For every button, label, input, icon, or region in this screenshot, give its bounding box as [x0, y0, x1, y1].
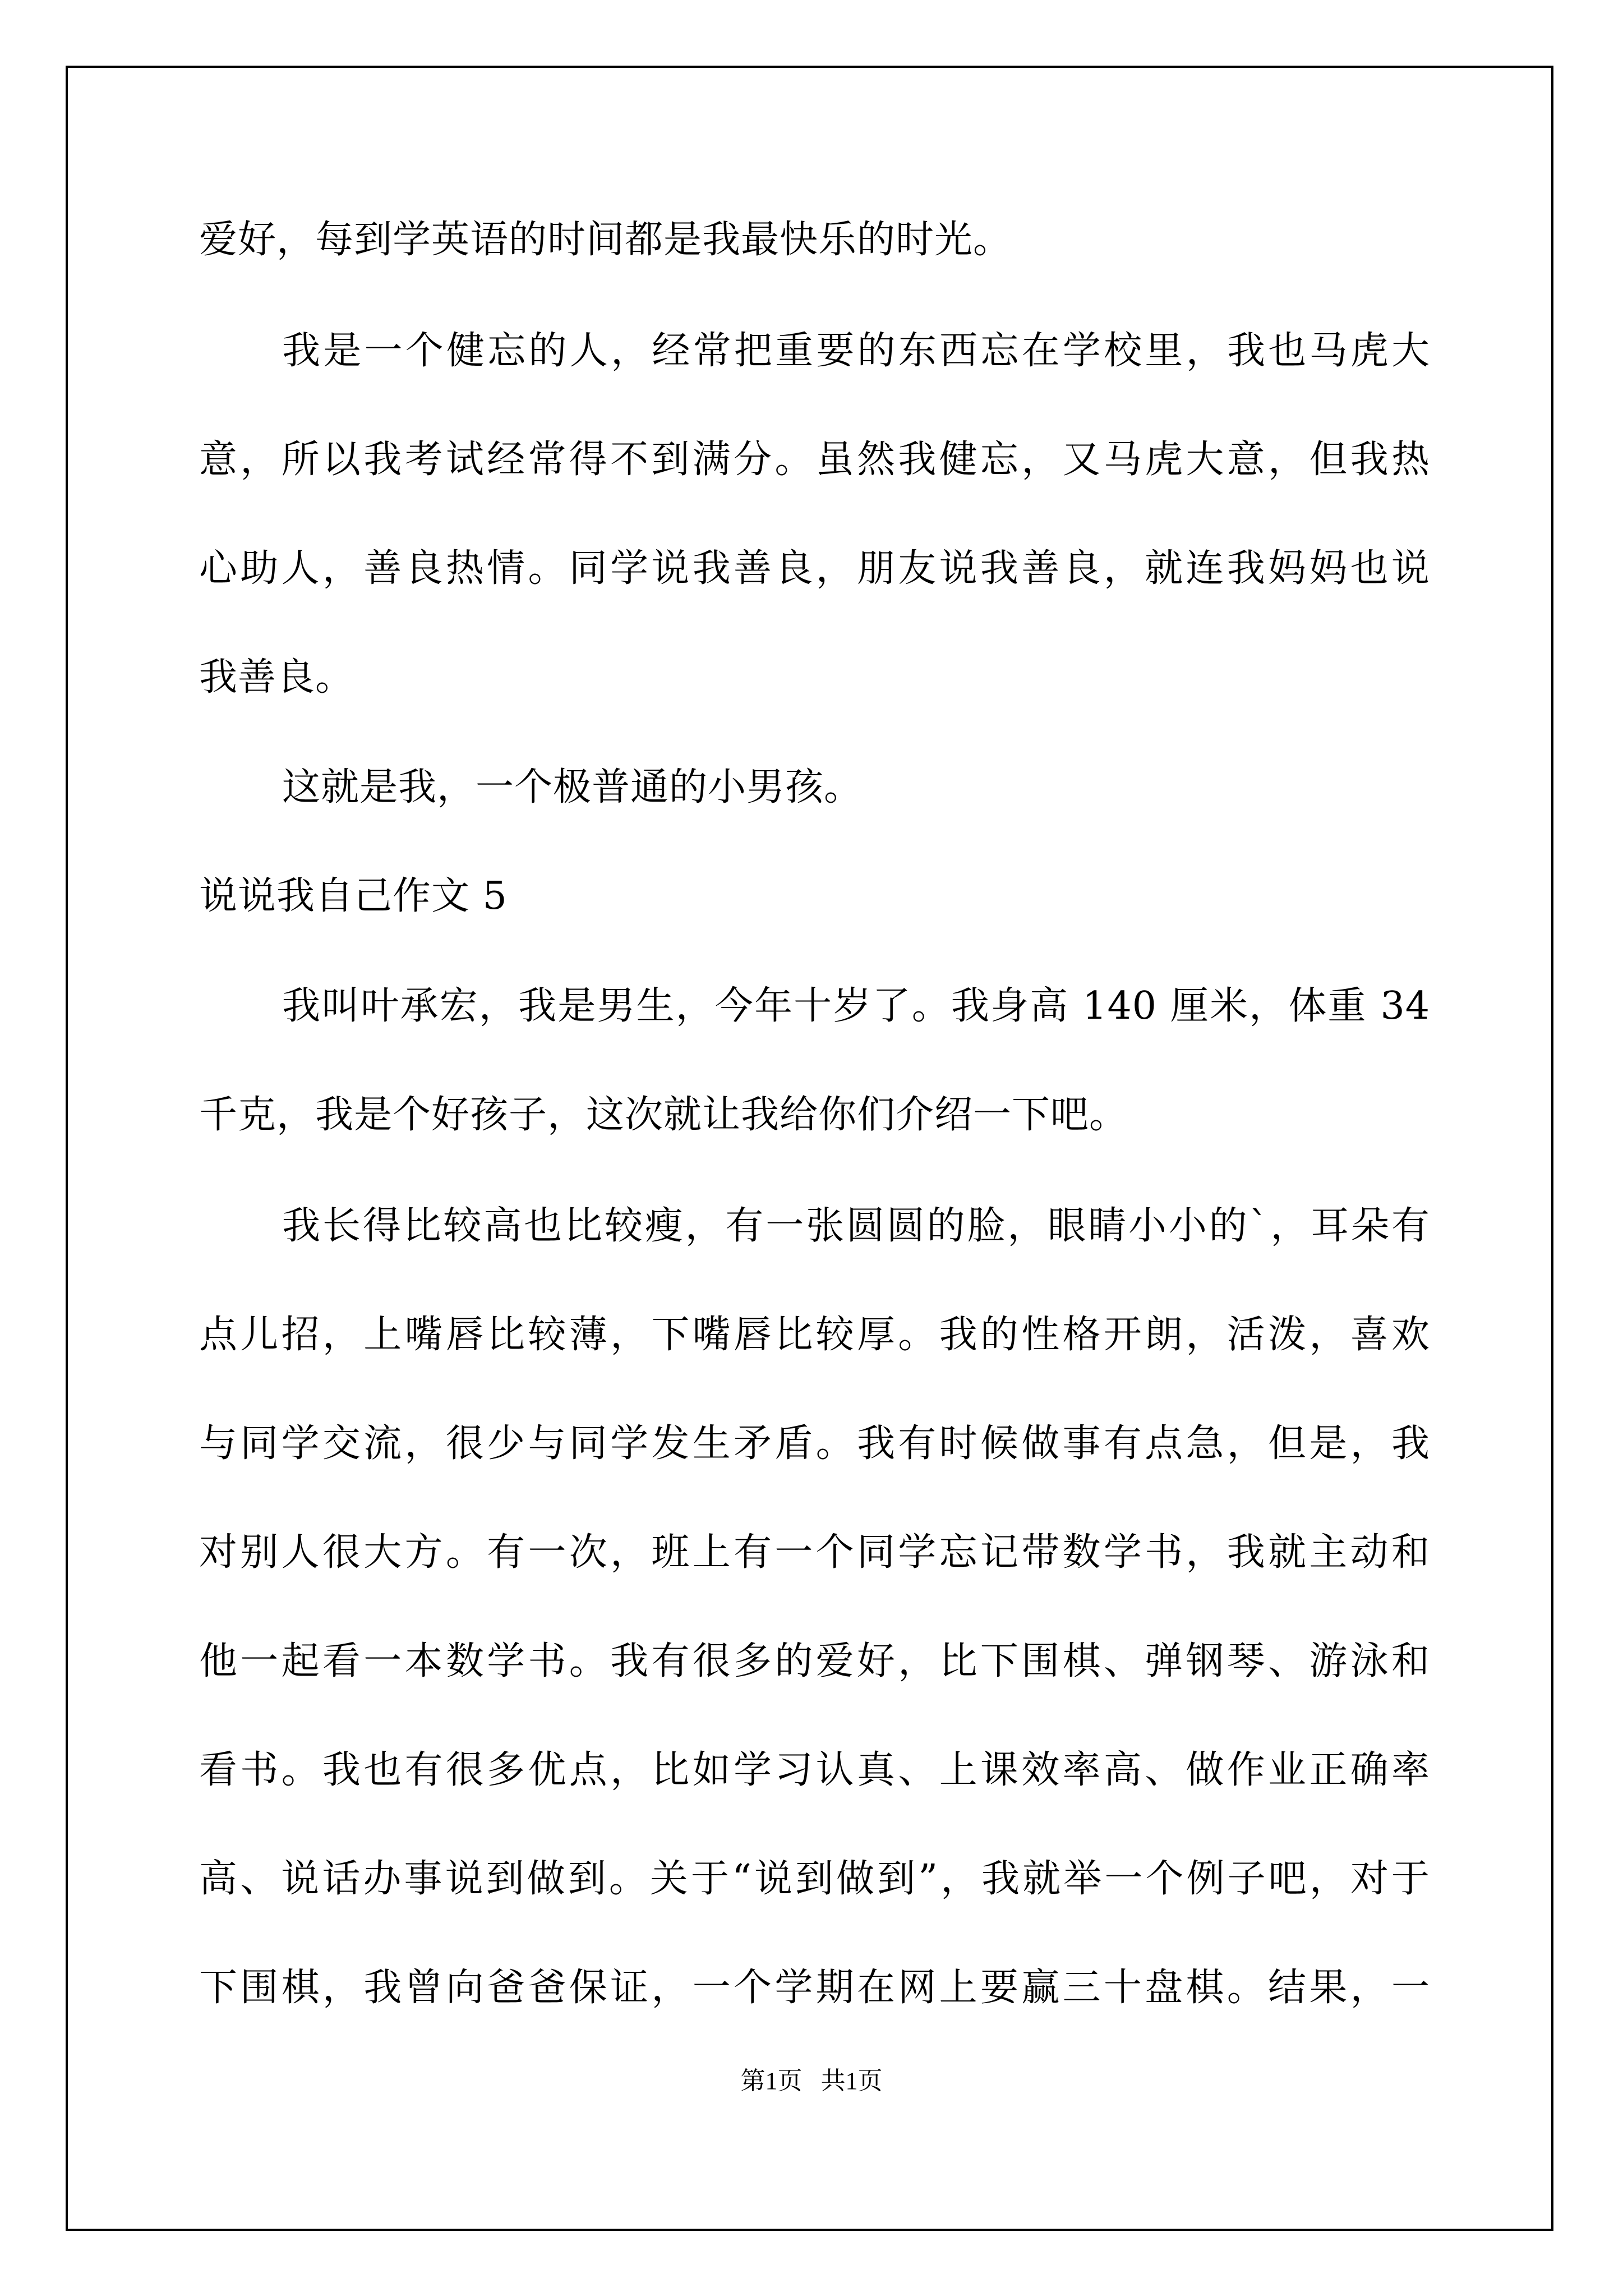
body-text-line: 点儿招，上嘴唇比较薄，下嘴唇比较厚。我的性格开朗，活泼，喜欢 — [199, 1313, 1430, 1357]
body-text-line: 看书。我也有很多优点，比如学习认真、上课效率高、做作业正确率 — [199, 1748, 1430, 1792]
section-heading: 说说我自己作文 5 — [199, 874, 508, 918]
body-text-line: 与同学交流，很少与同学发生矛盾。我有时候做事有点急，但是，我 — [199, 1421, 1430, 1466]
body-text-line: 这就是我，一个极普通的小男孩。 — [282, 765, 863, 809]
page-number-footer: 第1页 共1页 — [740, 2067, 883, 2095]
body-text-line: 爱好，每到学英语的时间都是我最快乐的时光。 — [199, 218, 1012, 262]
body-text-line: 意，所以我考试经常得不到满分。虽然我健忘，又马虎大意，但我热 — [199, 438, 1430, 482]
body-text-line: 我叫叶承宏，我是男生，今年十岁了。我身高 140 厘米，体重 34 — [282, 984, 1430, 1028]
page-border — [66, 66, 1553, 2231]
body-text-line: 对别人很大方。有一次，班上有一个同学忘记带数学书，我就主动和 — [199, 1530, 1430, 1575]
body-text-line: 心助人，善良热情。同学说我善良，朋友说我善良，就连我妈妈也说 — [199, 546, 1430, 591]
body-text-line: 下围棋，我曾向爸爸保证，一个学期在网上要赢三十盘棋。结果，一 — [199, 1966, 1430, 2010]
body-text-line: 千克，我是个好孩子，这次就让我给你们介绍一下吧。 — [199, 1093, 1128, 1137]
body-text-line: 我善良。 — [199, 655, 354, 700]
body-text-line: 高、说话办事说到做到。关于“说到做到”，我就举一个例子吧，对于 — [199, 1857, 1430, 1901]
body-text-line: 他一起看一本数学书。我有很多的爱好，比下围棋、弹钢琴、游泳和 — [199, 1639, 1430, 1683]
body-text-line: 我长得比较高也比较瘦，有一张圆圆的脸，眼睛小小的`，耳朵有 — [282, 1204, 1430, 1248]
body-text-line: 我是一个健忘的人，经常把重要的东西忘在学校里，我也马虎大 — [282, 329, 1430, 373]
